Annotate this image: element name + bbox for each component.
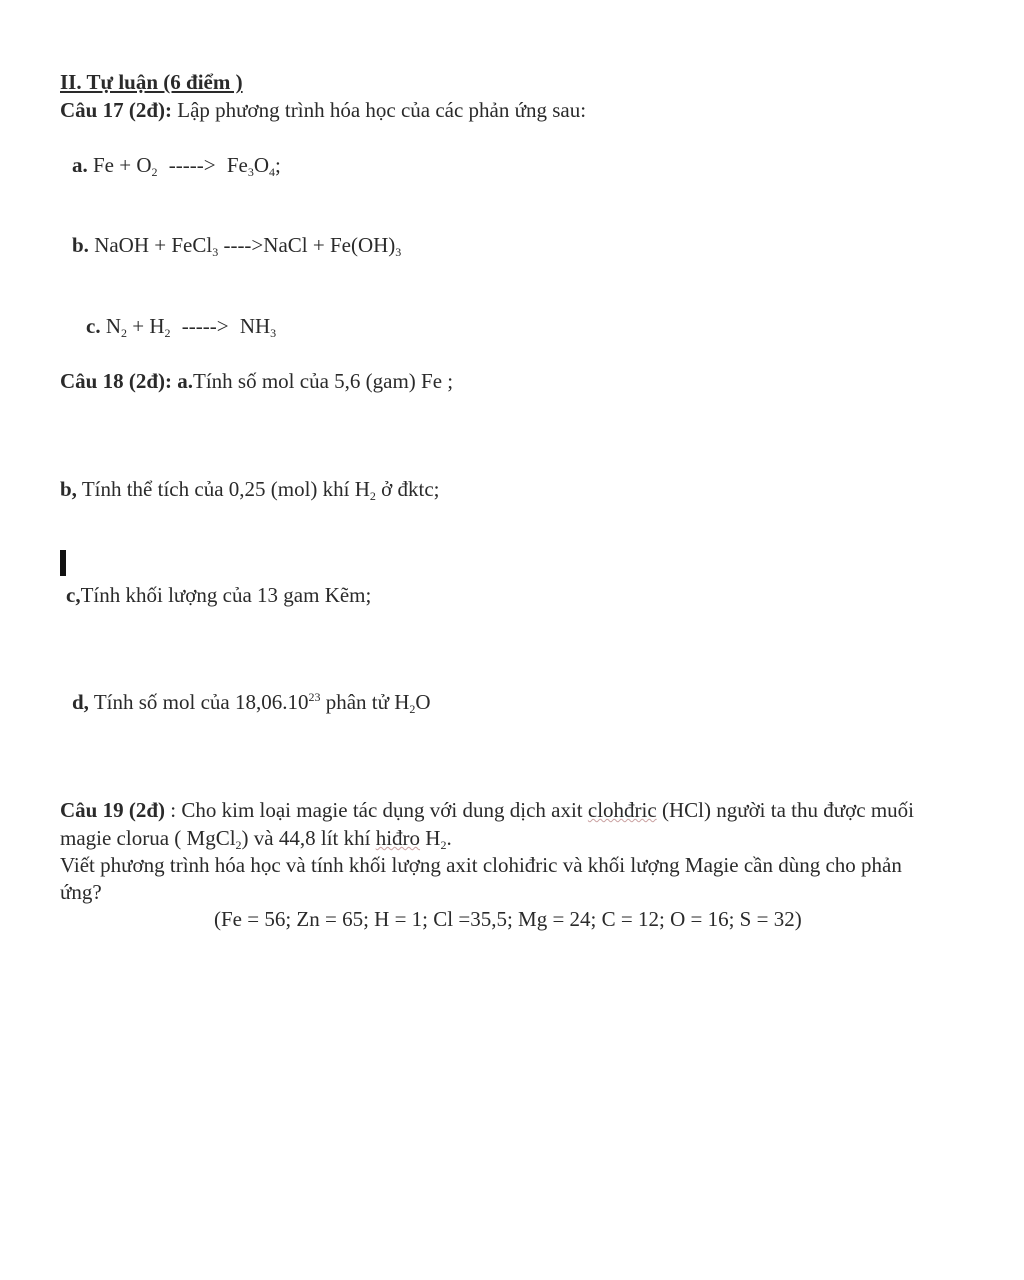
q19-line2-sub: 2 xyxy=(235,838,242,852)
q18-b-text-2: ở đktc; xyxy=(381,477,440,501)
question-19-line-1 xyxy=(60,798,914,822)
q17-a-arrow: -----> xyxy=(168,153,216,177)
q18-a-text: Tính số mol của 5,6 (gam) Fe ; xyxy=(193,369,454,393)
question-17-c xyxy=(86,314,276,341)
q18-d-marker: d, xyxy=(72,690,89,714)
question-17-heading xyxy=(60,98,586,122)
q17-b-right-sub: 3 xyxy=(395,245,402,259)
q19-line2-c: hiđro xyxy=(375,826,421,850)
question-17-b xyxy=(72,233,401,260)
q18-b-sub: 2 xyxy=(369,489,376,503)
q17-c-left-1: N xyxy=(105,314,121,338)
q17-b-right-1: NaCl + xyxy=(263,233,325,257)
q17-c-left-sub-1: 2 xyxy=(121,326,127,340)
atomic-mass-constants xyxy=(214,907,802,931)
q18-c-marker: c, xyxy=(66,583,81,607)
q18-c-text: Tính khối lượng của 13 gam Kẽm; xyxy=(80,583,372,607)
q19-line1-b: clohđric xyxy=(587,798,657,822)
q17-a-left-sub: 2 xyxy=(151,165,158,179)
section-title xyxy=(60,70,243,94)
q19-line1-a: : Cho kim loại magie tác dụng với dung dịch axit xyxy=(170,798,583,822)
question-19-line-4 xyxy=(60,880,102,904)
question-17-label: Câu 17 (2đ): xyxy=(60,98,173,122)
question-19-line-3 xyxy=(60,853,902,877)
q17-a-left: Fe + O xyxy=(93,153,152,177)
q19-line2-a: magie clorua ( MgCl xyxy=(60,826,236,850)
q19-line2-b: ) và 44,8 lít khí xyxy=(241,826,371,850)
q17-c-arrow: -----> xyxy=(181,314,229,338)
q17-b-right-2: Fe(OH) xyxy=(329,233,396,257)
q19-line2-d: H xyxy=(425,826,441,850)
q17-b-marker: b. xyxy=(72,233,89,257)
q18-d-text-3: O xyxy=(415,690,431,714)
q17-a-marker: a. xyxy=(72,153,88,177)
q17-a-right-sub-1: 3 xyxy=(247,165,254,179)
q19-line1-c: (HCl) người ta thu được muối xyxy=(661,798,914,822)
q17-b-left-sub: 3 xyxy=(212,245,219,259)
section-title-text: II. Tự luận (6 điểm ) xyxy=(60,70,243,94)
question-18-b xyxy=(60,477,440,504)
q19-constants: (Fe = 56; Zn = 65; H = 1; Cl =35,5; Mg = 24; C = 12; O = 16; S = 32) xyxy=(214,907,802,931)
question-18-label: Câu 18 (2đ): xyxy=(60,369,173,393)
q17-c-marker: c. xyxy=(86,314,101,338)
question-17-prompt: Lập phương trình hóa học của các phản ứng sau: xyxy=(177,98,587,122)
q19-line2-sub2: 2 xyxy=(440,838,447,852)
q17-b-arrow: ----> xyxy=(223,233,264,257)
q17-c-left-sub-2: 2 xyxy=(164,326,171,340)
q18-d-text-1: Tính số mol của 18,06.10 xyxy=(93,690,309,714)
q17-a-right-1: Fe xyxy=(226,153,248,177)
question-19-label: Câu 19 (2đ) xyxy=(60,798,166,822)
q18-d-sup: 23 xyxy=(308,690,321,704)
question-19-line-2 xyxy=(60,826,452,853)
q17-c-left-2: + H xyxy=(132,314,165,338)
q17-a-right-sub-2: 4 xyxy=(269,165,275,179)
q17-b-left: NaOH + FeCl xyxy=(94,233,213,257)
q19-line2-e: . xyxy=(446,826,452,850)
q18-b-text-1: Tính thể tích của 0,25 (mol) khí H xyxy=(81,477,370,501)
q17-a-tail: ; xyxy=(275,153,281,177)
q19-line3: Viết phương trình hóa học và tính khối lượng axit clohiđric và khối lượng Magie cần dùng cho phản xyxy=(60,853,902,877)
question-18-d xyxy=(72,690,431,717)
q19-line4: ứng? xyxy=(60,880,102,904)
q18-d-sub: 2 xyxy=(409,702,416,716)
q17-a-right-2: O xyxy=(253,153,269,177)
q17-c-right-sub: 3 xyxy=(270,326,277,340)
q18-b-marker: b, xyxy=(60,477,77,501)
question-18-a xyxy=(60,369,453,393)
text-cursor xyxy=(60,550,66,576)
question-18-c xyxy=(66,583,371,607)
q18-d-text-2: phân tử H xyxy=(325,690,410,714)
q18-a-marker: a. xyxy=(177,369,194,393)
question-17-a xyxy=(72,153,281,180)
q17-c-right-1: NH xyxy=(239,314,271,338)
